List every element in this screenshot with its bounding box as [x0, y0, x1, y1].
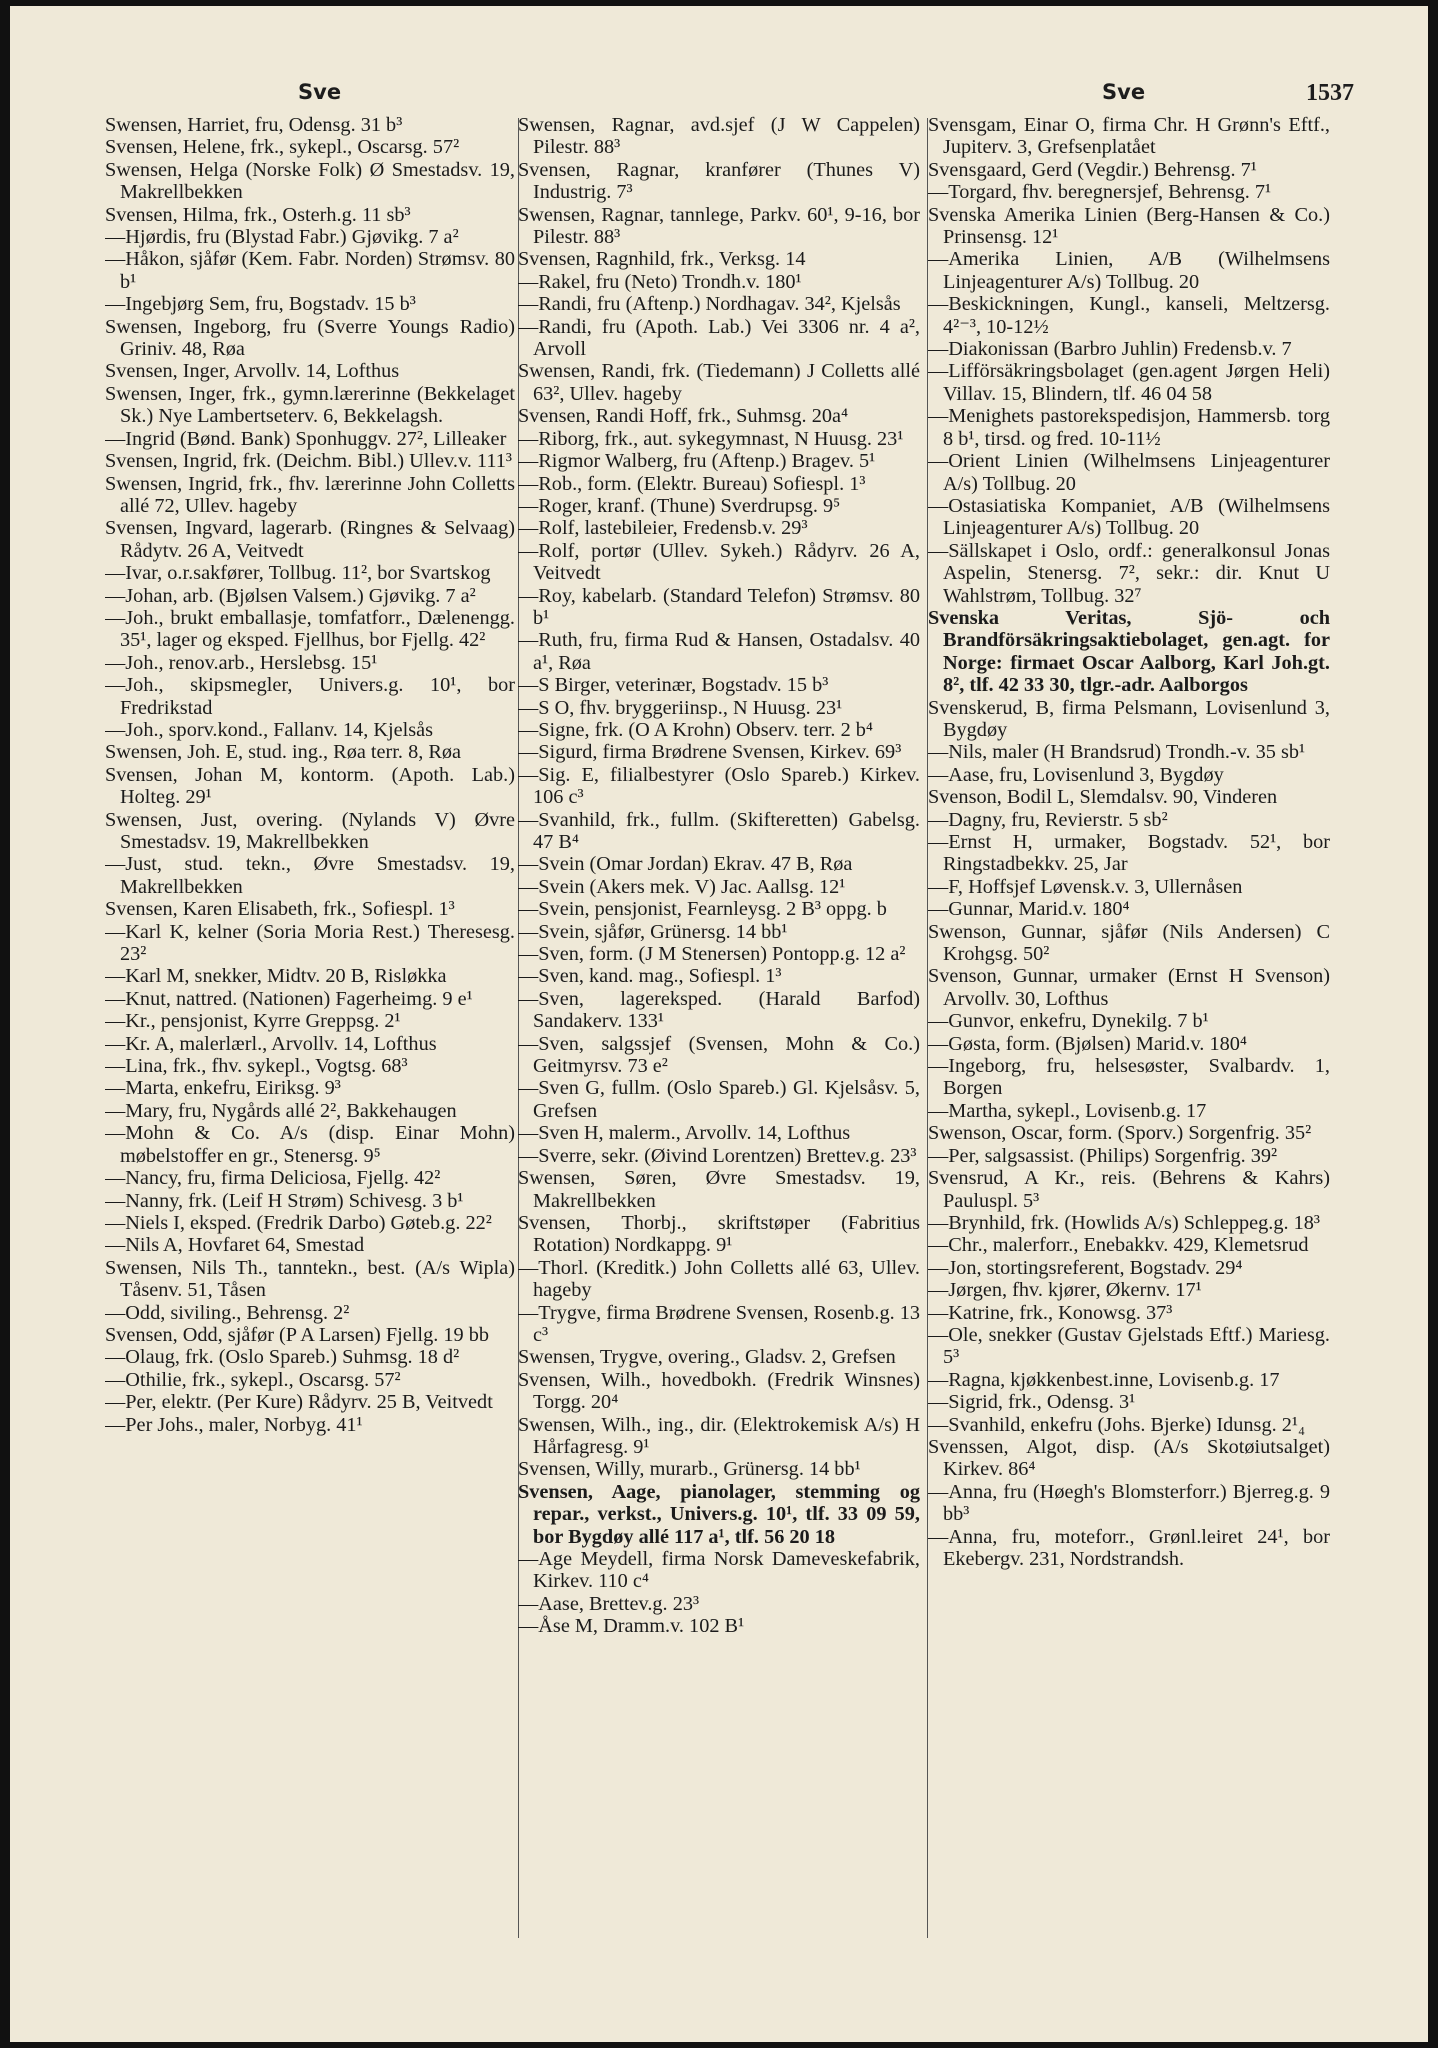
- directory-entry: —Niels I, eksped. (Fredrik Darbo) Gøteb.g. 22²: [105, 1211, 492, 1234]
- directory-entry: Swensen, Helga (Norske Folk) Ø Smestadsv. 19, Makrellbekken: [105, 158, 515, 204]
- directory-entry: Svensen, Ingvard, lagerarb. (Ringnes & Selvaag) Rådytv. 26 A, Veitvedt: [105, 517, 515, 562]
- directory-entry: Swensen, Ragnar, avd.sjef (J W Cappelen) Pilestr. 88³: [518, 114, 920, 159]
- directory-entry: Swensen, Randi, frk. (Tiedemann) J Colletts allé 63², Ullev. hageby: [518, 360, 920, 405]
- directory-entry: —Svein, sjåfør, Grünersg. 14 bb¹: [518, 920, 788, 943]
- directory-entry: Swensen, Ingeborg, fru (Sverre Youngs Radio) Griniv. 48, Røa: [105, 315, 515, 361]
- directory-entry: —Lina, frk., fhv. sykepl., Vogtsg. 68³: [105, 1055, 408, 1078]
- directory-entry: Svensgaard, Gerd (Vegdir.) Behrensg. 7¹: [928, 158, 1257, 181]
- directory-entry: —Rob., form. (Elektr. Bureau) Sofiespl. 1³: [518, 472, 866, 495]
- directory-entry: —Svanhild, frk., fullm. (Skifteretten) Gabelsg. 47 B⁴: [518, 808, 920, 853]
- directory-entry: Svensen, Thorbj., skriftstøper (Fabritius Rotation) Nordkappg. 9¹: [518, 1211, 920, 1257]
- directory-page: [10, 6, 1428, 2042]
- directory-entry: —Just, stud. tekn., Øvre Smestadsv. 19, Makrellbekken: [105, 853, 515, 898]
- directory-entry: Svensen, Hilma, frk., Osterh.g. 11 sb³: [105, 203, 411, 226]
- page-number: 1537: [1306, 80, 1354, 106]
- directory-entry: —Rakel, fru (Neto) Trondh.v. 180¹: [518, 270, 802, 293]
- directory-entry: —Sig. E, filialbestyrer (Oslo Spareb.) Kirkev. 106 c³: [518, 763, 920, 809]
- directory-entry: —Amerika Linien, A/B (Wilhelmsens Linjeagenturer A/s) Tollbug. 20: [928, 248, 1330, 293]
- directory-entry: —Anna, fru, moteforr., Grønl.leiret 24¹, bor Ekebergv. 231, Nordstrandsh.: [928, 1525, 1330, 1570]
- directory-entry: —Sven, kand. mag., Sofiespl. 1³: [518, 965, 782, 988]
- directory-entry: —Svein (Akers mek. V) Jac. Aallsg. 12¹: [518, 875, 846, 898]
- directory-entry: Svensen, Inger, Arvollv. 14, Lofthus: [105, 360, 400, 383]
- directory-entry: —Sven, lagereksped. (Harald Barfod) Sandakerv. 133¹: [518, 987, 920, 1033]
- directory-entry: —Svein, pensjonist, Fearnleysg. 2 B³ oppg. b: [518, 898, 887, 921]
- directory-entry: Svenska Veritas, Sjö- och Brandförsäkringsaktiebolaget, gen.agt. for Norge: firmaet Oscar Aalborg, Karl Joh.gt. 8², tlf. 42 33 30, tlgr.-adr. Aalborgos: [928, 606, 1330, 697]
- directory-entry: —Dagny, fru, Revierstr. 5 sb²: [928, 808, 1168, 831]
- directory-entry: —Olaug, frk. (Oslo Spareb.) Suhmsg. 18 d²: [105, 1346, 460, 1369]
- directory-entry: —Karl M, snekker, Midtv. 20 B, Risløkka: [105, 965, 447, 988]
- directory-entry: Swensen, Joh. E, stud. ing., Røa terr. 8, Røa: [105, 741, 462, 764]
- directory-entry: Swenson, Gunnar, sjåfør (Nils Andersen) C Krohgsg. 50²: [928, 920, 1330, 966]
- directory-entry: Svensen, Willy, murarb., Grünersg. 14 bb¹: [518, 1458, 861, 1481]
- directory-entry: —Sven, form. (J M Stenersen) Pontopp.g. 12 a²: [518, 943, 906, 966]
- directory-entry: —Karl K, kelner (Soria Moria Rest.) Theresesg. 23²: [105, 920, 515, 966]
- directory-entry: —Ingebjørg Sem, fru, Bogstadv. 15 b³: [105, 293, 416, 316]
- directory-entry: —Martha, sykepl., Lovisenb.g. 17: [928, 1099, 1207, 1122]
- directory-entry: —Thorl. (Kreditk.) John Colletts allé 63, Ullev. hageby: [518, 1256, 920, 1302]
- directory-entry: Svensen, Helene, frk., sykepl., Oscarsg. 57²: [105, 136, 460, 159]
- directory-entry: —Per Johs., maler, Norbyg. 41¹: [105, 1413, 363, 1436]
- directory-entry: Swensen, Harriet, fru, Odensg. 31 b³: [105, 114, 403, 136]
- directory-entry: —Riborg, frk., aut. sykegymnast, N Huusg. 23¹: [518, 427, 904, 450]
- directory-entry: —Mohn & Co. A/s (disp. Einar Mohn) møbelstoffer en gr., Stenersg. 9⁵: [105, 1122, 515, 1167]
- directory-entry: —Ernst H, urmaker, Bogstadv. 52¹, bor Ringstadbekkv. 25, Jar: [928, 831, 1330, 876]
- directory-entry: —Per, elektr. (Per Kure) Rådyrv. 25 B, Veitvedt: [105, 1391, 493, 1414]
- directory-entry: —Kr. A, malerlærl., Arvollv. 14, Lofthus: [105, 1032, 437, 1055]
- directory-entry: —Lifförsäkringsbolaget (gen.agent Jørgen Heli) Villav. 15, Blindern, tlf. 46 04 58: [928, 360, 1330, 405]
- directory-entry: Svensen, Wilh., hovedbokh. (Fredrik Winsnes) Torgg. 20⁴: [518, 1368, 920, 1414]
- directory-entry: —Joh., brukt emballasje, tomfatforr., Dælenengg. 35¹, lager og eksped. Fjellhus, bor Fjellg. 42²: [105, 606, 515, 652]
- directory-entry: Svenssen, Algot, disp. (A/s Skotøiutsalget) Kirkev. 86⁴: [928, 1435, 1330, 1481]
- directory-entry: —Nils A, Hovfaret 64, Smestad: [105, 1234, 365, 1257]
- directory-entry: —Sällskapet i Oslo, ordf.: generalkonsul Jonas Aspelin, Stenersg. 7², sekr.: dir. Knut U Wahlstrøm, Tollbug. 32⁷: [928, 539, 1330, 607]
- directory-entry: —Sigurd, firma Brødrene Svensen, Kirkev. 69³: [518, 741, 902, 764]
- directory-entry: —Ruth, fru, firma Rud & Hansen, Ostadalsv. 40 a¹, Røa: [518, 629, 920, 674]
- directory-entry: —Menighets pastorekspedisjon, Hammersb. torg 8 b¹, tirsd. og fred. 10-11½: [928, 405, 1330, 450]
- directory-entry: Svensen, Odd, sjåfør (P A Larsen) Fjellg. 19 bb: [105, 1323, 489, 1346]
- directory-entry: Svensen, Ragnhild, frk., Verksg. 14: [518, 248, 806, 271]
- directory-entry: —Knut, nattred. (Nationen) Fagerheimg. 9 e¹: [105, 987, 473, 1010]
- directory-entry: Swensen, Trygve, overing., Gladsv. 2, Grefsen: [518, 1346, 896, 1369]
- directory-entry: —Nancy, fru, firma Deliciosa, Fjellg. 42²: [105, 1167, 441, 1190]
- running-header-left: Sve: [298, 80, 342, 104]
- directory-entry: —Joh., renov.arb., Herslebsg. 15¹: [105, 651, 378, 674]
- directory-entry: —Randi, fru (Aftenp.) Nordhagav. 34², Kjelsås: [518, 293, 901, 316]
- directory-entry: —Randi, fru (Apoth. Lab.) Vei 3306 nr. 4 a², Arvoll: [518, 315, 920, 361]
- directory-entry: —Håkon, sjåfør (Kem. Fabr. Norden) Strømsv. 80 b¹: [105, 248, 515, 293]
- directory-entry: —Trygve, firma Brødrene Svensen, Rosenb.g. 13 c³: [518, 1301, 920, 1346]
- directory-entry: —Ragna, kjøkkenbest.inne, Lovisenb.g. 17: [928, 1368, 1280, 1391]
- directory-entry: —Hjørdis, fru (Blystad Fabr.) Gjøvikg. 7 a²: [105, 226, 459, 249]
- directory-entry: Swensen, Inger, frk., gymn.lærerinne (Bekkelaget Sk.) Nye Lambertseterv. 6, Bekkelagsh.: [105, 382, 515, 428]
- directory-entry: —Svein (Omar Jordan) Ekrav. 47 B, Røa: [518, 853, 853, 876]
- directory-entry: —Joh., skipsmegler, Univers.g. 10¹, bor Fredrikstad: [105, 674, 515, 719]
- directory-entry: Svensgam, Einar O, firma Chr. H Grønn's Eftf., Jupiterv. 3, Grefsenplatået: [928, 114, 1330, 159]
- directory-entry: —Diakonissan (Barbro Juhlin) Fredensb.v. 7: [928, 338, 1292, 361]
- directory-entry: —Gunvor, enkefru, Dynekilg. 7 b¹: [928, 1010, 1209, 1033]
- directory-entry: Svensen, Ragnar, kranfører (Thunes V) Industrig. 7³: [518, 158, 920, 204]
- directory-entry: Swensen, Ragnar, tannlege, Parkv. 60¹, 9-16, bor Pilestr. 88³: [518, 203, 920, 249]
- running-header-middle: Sve: [1102, 80, 1146, 104]
- directory-entry: —Per, salgsassist. (Philips) Sorgenfrig. 39²: [928, 1144, 1278, 1167]
- directory-entry: Svensen, Johan M, kontorm. (Apoth. Lab.) Holteg. 29¹: [105, 763, 515, 809]
- directory-entry: —Ingrid (Bønd. Bank) Sponhuggv. 27², Lilleaker: [105, 427, 507, 450]
- directory-entry: —Nils, maler (H Brandsrud) Trondh.-v. 35 sb¹: [928, 741, 1306, 764]
- directory-entry: Svenska Amerika Linien (Berg-Hansen & Co.) Prinsensg. 12¹: [928, 203, 1330, 249]
- directory-entry: —Roger, kranf. (Thune) Sverdrupsg. 9⁵: [518, 494, 841, 517]
- directory-entry: —Jon, stortingsreferent, Bogstadv. 29⁴: [928, 1256, 1243, 1279]
- directory-entry: Svensen, Randi Hoff, frk., Suhmsg. 20a⁴: [518, 405, 849, 428]
- directory-entry: —Marta, enkefru, Eiriksg. 9³: [105, 1077, 341, 1100]
- directory-entry: Swensen, Søren, Øvre Smestadsv. 19, Makrellbekken: [518, 1167, 920, 1212]
- directory-entry: —Jørgen, fhv. kjører, Økernv. 17¹: [928, 1279, 1202, 1302]
- directory-entry: Swenson, Oscar, form. (Sporv.) Sorgenfrig. 35²: [928, 1122, 1312, 1145]
- directory-entry: —Rolf, portør (Ullev. Sykeh.) Rådyrv. 26 A, Veitvedt: [518, 539, 920, 585]
- directory-entry: —Mary, fru, Nygårds allé 2², Bakkehaugen: [105, 1099, 457, 1122]
- directory-entry: —Chr., malerforr., Enebakkv. 429, Klemetsrud: [928, 1234, 1309, 1257]
- directory-entry: Svensen, Ingrid, frk. (Deichm. Bibl.) Ullev.v. 111³: [105, 450, 512, 473]
- directory-entry: —Age Meydell, firma Norsk Dameveskefabrik, Kirkev. 110 c⁴: [518, 1548, 920, 1593]
- directory-entry: —Ostasiatiska Kompaniet, A/B (Wilhelmsens Linjeagenturer A/s) Tollbug. 20: [928, 494, 1330, 540]
- directory-entry: —Aase, Brettev.g. 23³: [518, 1592, 700, 1615]
- directory-entry: Swensen, Nils Th., tanntekn., best. (A/s Wipla) Tåsenv. 51, Tåsen: [105, 1256, 515, 1302]
- directory-entry: —Rolf, lastebileier, Fredensb.v. 29³: [518, 517, 808, 540]
- directory-column-2: [518, 114, 920, 1994]
- directory-entry: —Sven, salgssjef (Svensen, Mohn & Co.) Geitmyrsv. 73 e²: [518, 1032, 920, 1078]
- directory-entry: —Joh., sporv.kond., Fallanv. 14, Kjelsås: [105, 718, 434, 741]
- directory-entry: Svensen, Karen Elisabeth, frk., Sofiespl. 1³: [105, 898, 455, 921]
- directory-entry: —Rigmor Walberg, fru (Aftenp.) Bragev. 5¹: [518, 450, 876, 473]
- directory-entry: —Kr., pensjonist, Kyrre Greppsg. 2¹: [105, 1010, 401, 1033]
- directory-entry: —Anna, fru (Høegh's Blomsterforr.) Bjerreg.g. 9 bb³: [928, 1480, 1330, 1526]
- directory-entry: —S O, fhv. bryggeriinsp., N Huusg. 23¹: [518, 696, 843, 719]
- directory-entry: —Torgard, fhv. beregnersjef, Behrensg. 7¹: [928, 181, 1272, 204]
- directory-entry: —S Birger, veterinær, Bogstadv. 15 b³: [518, 674, 829, 697]
- directory-entry: —Sigrid, frk., Odensg. 3¹: [928, 1391, 1136, 1414]
- directory-entry: —Odd, siviling., Behrensg. 2²: [105, 1301, 350, 1324]
- directory-column-3: [928, 114, 1330, 1994]
- directory-entry: Svensen, Aage, pianolager, stemming og repar., verkst., Univers.g. 10¹, tlf. 33 09 59, bor Bygdøy allé 117 a¹, tlf. 56 20 18: [518, 1480, 920, 1548]
- directory-entry: —Roy, kabelarb. (Standard Telefon) Strømsv. 80 b¹: [518, 584, 920, 629]
- directory-entry: —Beskickningen, Kungl., kanseli, Meltzersg. 4²⁻³, 10-12½: [928, 293, 1330, 338]
- directory-entry: —Ivar, o.r.sakfører, Tollbug. 11², bor Svartskog: [105, 562, 491, 585]
- directory-entry: —Sven G, fullm. (Oslo Spareb.) Gl. Kjelsåsv. 5, Grefsen: [518, 1077, 920, 1122]
- directory-entry: Swensen, Wilh., ing., dir. (Elektrokemisk A/s) H Hårfagresg. 9¹: [518, 1413, 920, 1458]
- directory-entry: —Gøsta, form. (Bjølsen) Marid.v. 180⁴: [928, 1032, 1247, 1055]
- directory-entry: Swensen, Ingrid, frk., fhv. lærerinne John Colletts allé 72, Ullev. hageby: [105, 472, 515, 517]
- directory-entry: —Ingeborg, fru, helsesøster, Svalbardv. 1, Borgen: [928, 1055, 1330, 1100]
- directory-entry: —Brynhild, frk. (Howlids A/s) Schleppeg.g. 18³: [928, 1211, 1320, 1234]
- directory-entry: —Ole, snekker (Gustav Gjelstads Eftf.) Mariesg. 5³: [928, 1323, 1330, 1369]
- directory-entry: Svenson, Bodil L, Slemdalsv. 90, Vinderen: [928, 786, 1278, 809]
- directory-entry: —Othilie, frk., sykepl., Oscarsg. 57²: [105, 1368, 401, 1391]
- directory-entry: —Orient Linien (Wilhelmsens Linjeagenturer A/s) Tollbug. 20: [928, 450, 1330, 495]
- directory-entry: Svensrud, A Kr., reis. (Behrens & Kahrs) Pauluspl. 5³: [928, 1167, 1330, 1212]
- directory-entry: —Johan, arb. (Bjølsen Valsem.) Gjøvikg. 7 a²: [105, 584, 476, 607]
- directory-entry: —Sverre, sekr. (Øivind Lorentzen) Brettev.g. 23³: [518, 1144, 917, 1167]
- directory-entry: —Gunnar, Marid.v. 180⁴: [928, 898, 1130, 921]
- directory-entry: Svenson, Gunnar, urmaker (Ernst H Svenson) Arvollv. 30, Lofthus: [928, 965, 1330, 1010]
- directory-entry: —F, Hoffsjef Løvensk.v. 3, Ullernåsen: [928, 875, 1243, 898]
- directory-entry: —Katrine, frk., Konowsg. 37³: [928, 1301, 1173, 1324]
- directory-entry: —Signe, frk. (O A Krohn) Observ. terr. 2 b⁴: [518, 718, 873, 741]
- directory-entry: —Nanny, frk. (Leif H Strøm) Schivesg. 3 b¹: [105, 1189, 464, 1212]
- directory-entry: —Sven H, malerm., Arvollv. 14, Lofthus: [518, 1122, 851, 1145]
- directory-entry: —Svanhild, enkefru (Johs. Bjerke) Idunsg. 2¹₄: [928, 1413, 1306, 1436]
- directory-entry: —Aase, fru, Lovisenlund 3, Bygdøy: [928, 763, 1224, 786]
- directory-entry: Svenskerud, B, firma Pelsmann, Lovisenlund 3, Bygdøy: [928, 696, 1330, 741]
- directory-entry: Swensen, Just, overing. (Nylands V) Øvre Smestadsv. 19, Makrellbekken: [105, 808, 515, 853]
- directory-column-1: [105, 114, 515, 1994]
- directory-entry: —Åse M, Dramm.v. 102 B¹: [518, 1615, 745, 1638]
